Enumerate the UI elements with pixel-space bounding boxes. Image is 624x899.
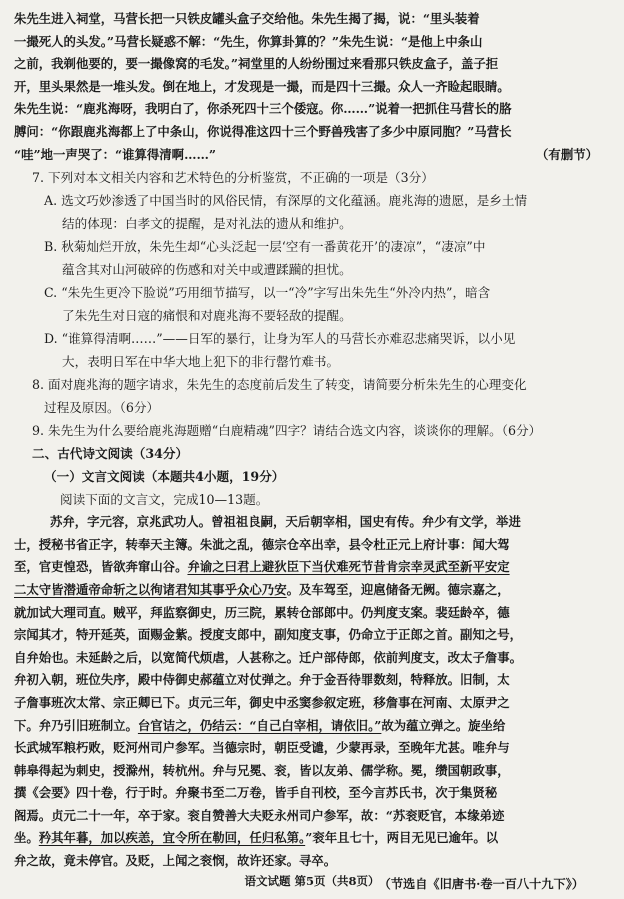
passage-text: 坐。: [14, 830, 39, 846]
passage-line: 就加试大理司直。贼平，拜监察御史，历三院，累转仓部郎中。仍判度支案。裴廷龄卒，德: [14, 604, 510, 620]
passage-line: 弁初入朝，班位失序，殿中侍御史郝蕴立对仗弹之。弁于金吾待罪数刻，特释放。旧制，太: [14, 672, 510, 688]
passage-line: [14, 715, 610, 738]
passage-text: ”衮年且七十，两目无见已逾年。以: [305, 830, 499, 846]
question-9: 9. 朱先生为什么要给鹿兆海题赠“白鹿精魂”四字？请结合选文内容，谈谈你的理解。（6分）: [32, 423, 542, 439]
passage-line: [14, 556, 610, 579]
passage-line: 子詹事班次太常、宗正卿已下。贞元三年，御史中丞窦参叙定班，移詹事在河南、太原尹之: [14, 694, 510, 710]
passage-source: （节选自《旧唐书·卷一百八十九下》）: [378, 876, 584, 891]
passage-text: 。及车驾至，迎扈储备无阙。德宗嘉之，: [286, 581, 510, 597]
subsection-heading: （一）文言文阅读（本题共4小题，19分）: [44, 469, 285, 485]
story-line: [14, 144, 610, 167]
underlined-sentence: 台官诘之，仍结云：“自己白宰相，请依旧。”: [137, 717, 382, 733]
option-c-line2: 了朱先生对日寇的痛恨和对鹿兆海不要轻敌的提醒。: [62, 308, 352, 324]
story-line: 一撮死人的头发。”马营长疑惑不解：“先生，你算卦算的？”朱先生说：“是他上中条山: [14, 33, 483, 49]
section-heading: 二、古代诗文阅读（34分）: [32, 446, 189, 462]
story-line: 开，里头果然是一堆头发。倒在地上，才发现是一撮，而是四十三撮。众人一齐睑起眼睛。: [14, 78, 510, 94]
passage-line: 自弁始也。未延龄之后，以宽简代烦虐，人甚称之。迁户部侍郎，依前判度支，改太子詹事。: [14, 649, 523, 665]
passage-text: 至，官吏惶恐，皆欲奔窜山谷。: [14, 559, 188, 575]
reading-instruction: 阅读下面的文言文，完成10—13题。: [60, 492, 269, 508]
question-7-stem: 7. 下列对本文相关内容和艺术特色的分析鉴赏，不正确的一项是（3分）: [32, 170, 434, 186]
story-excerpt: [14, 8, 610, 166]
passage-text: 故为蕴立弹之。旋坐给: [381, 717, 506, 733]
passage-line: 撰《会要》四十卷，行于时。弁聚书至二万卷，皆手自刊校，至今言苏氏书，次于集贤秘: [14, 785, 498, 801]
option-c-line1: C. “朱先生更冷下脸说”巧用细节描写，以一“冷”字写出朱先生“外冷内热”，暗含: [44, 285, 491, 301]
story-line: 朱先生说：“鹿兆海呀，我明白了，你杀死四十三个倭寇。你……”说着一把抓住马营长的胳: [14, 101, 512, 117]
question-7: [14, 166, 610, 373]
passage-line: [14, 579, 610, 602]
option-b-line2: 蕴含其对山河破碎的伤感和对关中或遭蹂躏的担忧。: [62, 262, 352, 278]
passage-line: 韩皋得起为刺史，授滁州，转杭州。弁与兄冕、衮，皆以友弟、儒学称。冕，缵国朝政事，: [14, 762, 510, 778]
passage-line: 弁之故，竟未停官。及贬，上闻之衮悯，故许还家。寻卒。: [14, 853, 337, 869]
option-d-line1: D. “谁算得清啊……”——日军的暴行，让身为军人的马营长亦难忍悲痛哭诉，以小见: [44, 331, 516, 347]
underlined-sentence: 二太守皆潜遁帝命斩之以徇诸君知其事乎众心乃安: [14, 581, 287, 597]
passage-line: 士，授秘书省正字，转奉天主簿。朱泚之乱，德宗仓卒出幸，县令杜正元上府计事：闻大驾: [14, 536, 510, 552]
option-a-line1: A. 选文巧妙渗透了中国当时的风俗民情，有深厚的文化蕴涵。鹿兆海的遗愿，是乡土情: [44, 193, 528, 209]
passage-line: 苏弁，字元容，京兆武功人。曾祖祖良嗣，天后朝宰相，国史有传。弁少有文学，举进: [50, 514, 521, 530]
question-8: [14, 373, 610, 419]
passage-text: 下。弁乃引旧班制立。: [14, 717, 138, 733]
underlined-sentence: 弁谕之曰君上避狄臣下当伏难死节昔肯宗幸灵武至新平安定: [187, 559, 510, 575]
passage-line: 长武城军粮朽败，贬河州司户参军。当德宗时，朝臣受谴，少蒙再录，至晚年尤甚。唯弁与: [14, 740, 510, 756]
option-a-line2: 结的体现：白孝文的提醒，是对礼法的遗从和维护。: [62, 216, 352, 232]
story-line: 之前，我剃他要的，要一撮像窝的毛发。”祠堂里的人纷纷围过来看那只铁皮盒子，盖子拒: [14, 56, 499, 72]
story-line-end: “哇”地一声哭了：“谁算得清啊……”: [14, 146, 216, 162]
option-d-line2: 大，表明日军在中华大地上犯下的非行罄竹难书。: [62, 354, 340, 370]
story-line: 膊问：“你跟鹿兆海都上了中条山，你说得准这四十三个野兽残害了多少中原同胞？”马营长: [14, 123, 512, 139]
passage-line: 宗闻其才，特开延英，面赐金紫。授度支郎中，副知度支事，仍命立于正郎之首。副知之号，: [14, 627, 523, 643]
passage-line: [14, 827, 610, 850]
underlined-sentence: 矜其年暮，加以疾恙，宜令所在勒回，任归私第。: [38, 830, 306, 846]
classical-passage: [14, 511, 610, 873]
page-footer: 语文试题 第5页（共8页）: [244, 874, 380, 888]
option-b-line1: B. 秋菊灿烂开放，朱先生却“心头泛起一层‘空有一番黄花开’的凄凉”，“凄凉”中: [44, 239, 486, 255]
question-8-line1: 8. 面对鹿兆海的题字请求，朱先生的态度前后发生了转变，请简要分析朱先生的心理变化: [32, 377, 527, 393]
story-source-note: （有删节）: [536, 146, 598, 162]
story-line: 朱先生进入祠堂，马营长把一只铁皮罐头盒子交给他。朱先生揭了揭，说：“里头装着: [14, 11, 480, 26]
passage-line: 阁焉。贞元二十一年，卒于家。衮自赞善大夫贬永州司户参军，故：“苏衮贬官，本缘弟迹: [14, 807, 505, 823]
question-8-line2: 过程及原因。（6分）: [44, 400, 160, 416]
